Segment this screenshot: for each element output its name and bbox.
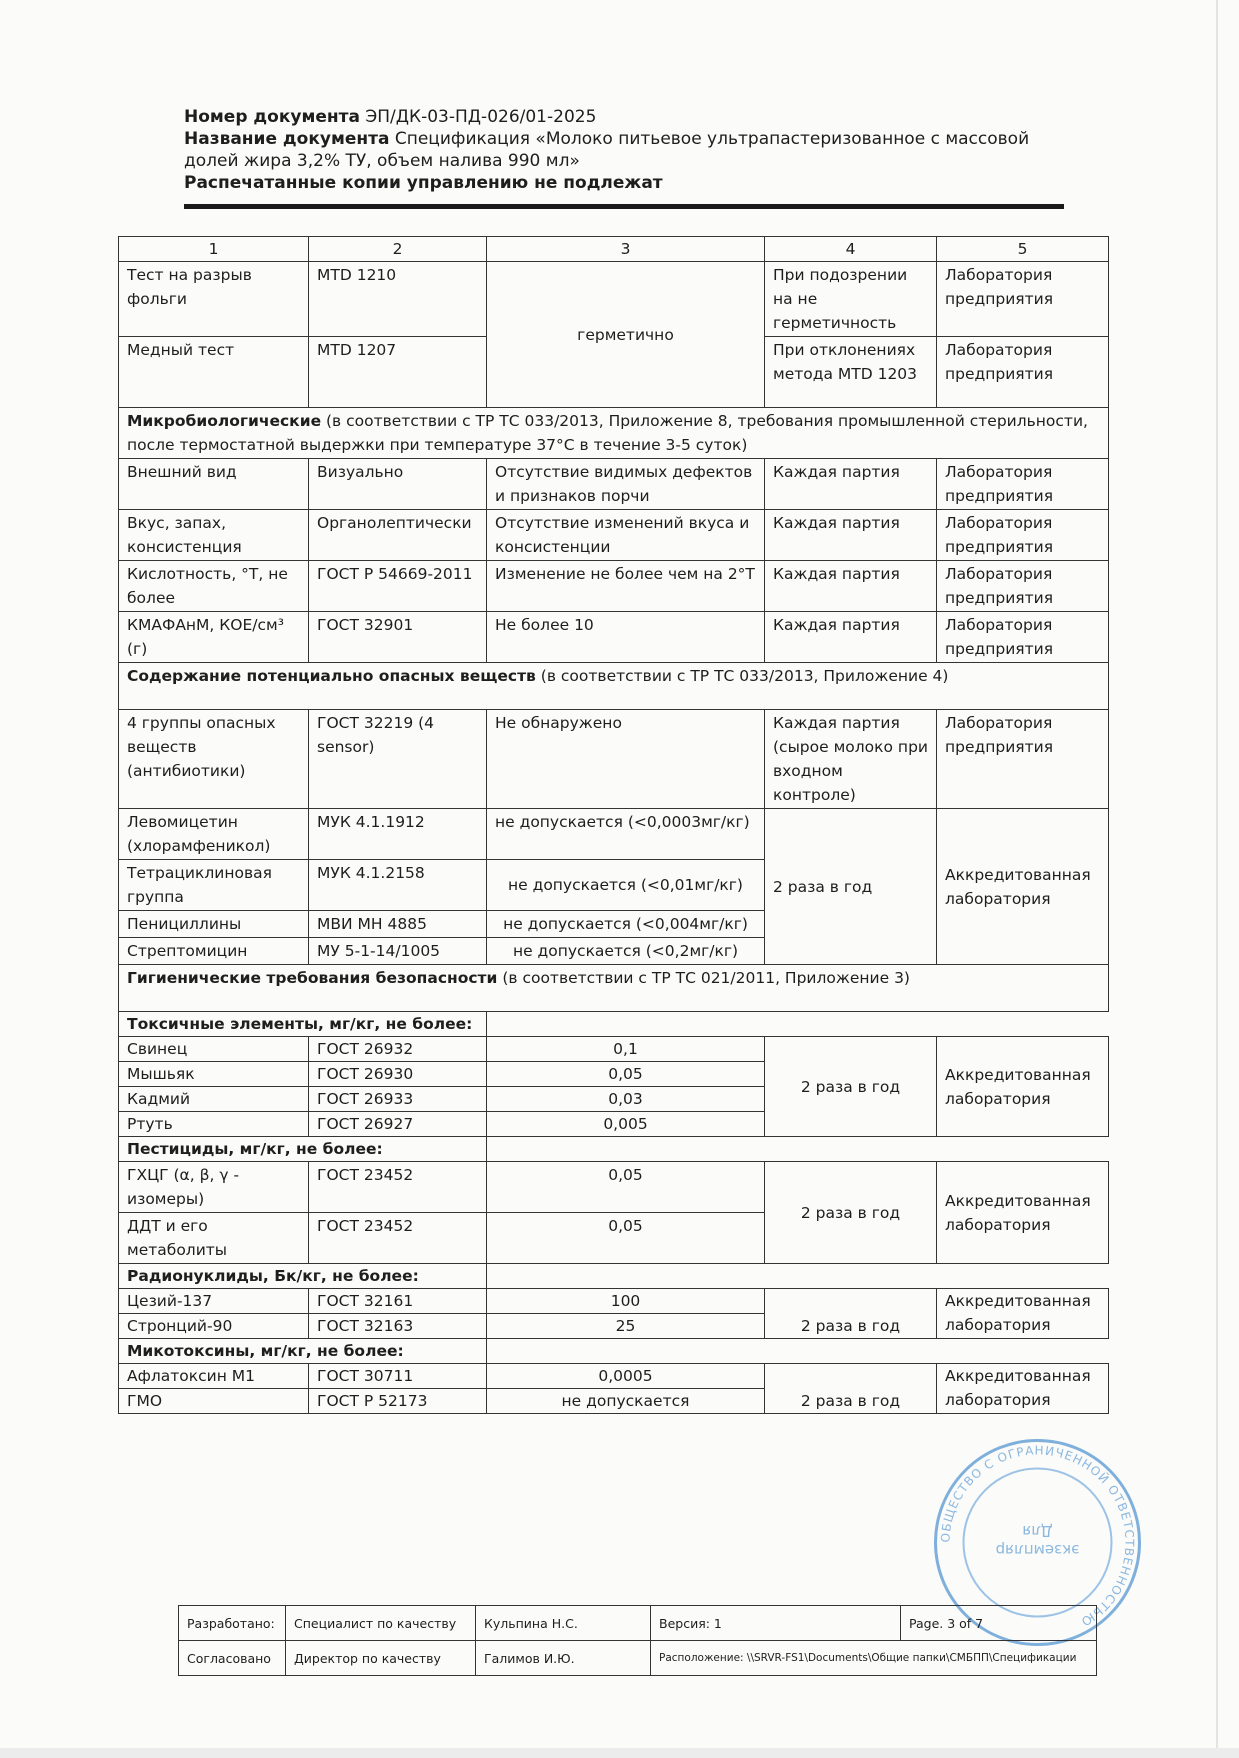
section-title: Гигиенические требования безопасности — [127, 969, 498, 987]
subsection-filler — [487, 1339, 1109, 1364]
lab-cell: Лаборатория предприятия — [937, 710, 1109, 809]
method-cell: ГОСТ 23452 — [309, 1213, 487, 1264]
norm-cell: 0,1 — [487, 1037, 765, 1062]
method-cell: Визуально — [309, 459, 487, 510]
specification-table — [118, 236, 1109, 1414]
section-note: (в соответствии с ТР ТС 033/2013, Приложение 8, требования промышленной стерильности, после термостатной выдержки при температуре 37°С в течение 3-5 суток) — [127, 412, 1088, 454]
table-row — [119, 561, 1109, 612]
footer-row — [179, 1606, 1097, 1641]
section-row — [119, 408, 1109, 459]
lab-cell: Лаборатория предприятия — [937, 612, 1109, 663]
norm-cell: 25 — [487, 1314, 765, 1339]
subsection-title: Микотоксины, мг/кг, не более: — [119, 1339, 487, 1364]
lab-cell: Аккредитованная лаборатория — [937, 1037, 1109, 1137]
table-row — [119, 1037, 1109, 1062]
norm-cell: не допускается — [487, 1389, 765, 1414]
method-cell: MTD 1210 — [309, 262, 487, 337]
column-number: 1 — [119, 237, 309, 262]
lab-cell: Лаборатория предприятия — [937, 510, 1109, 561]
table-row — [119, 612, 1109, 663]
section-row — [119, 965, 1109, 1012]
subsection-row — [119, 1264, 1109, 1289]
method-cell: ГОСТ 23452 — [309, 1162, 487, 1213]
document-header — [184, 106, 1064, 194]
table-row — [119, 510, 1109, 561]
doc-name-value-2: долей жира 3,2% ТУ, объем налива 990 мл» — [184, 151, 580, 171]
doc-name-value-1: Спецификация «Молоко питьевое ультрапастеризованное с массовой — [394, 129, 1030, 149]
indicator-cell: Кадмий — [119, 1087, 309, 1112]
indicator-cell: Вкус, запах, консистенция — [119, 510, 309, 561]
indicator-cell: 4 группы опасных веществ (антибиотики) — [119, 710, 309, 809]
frequency-cell: 2 раза в год — [765, 1162, 937, 1264]
doc-number-label: Номер документа — [184, 107, 360, 127]
norm-cell: 0,05 — [487, 1062, 765, 1087]
section-note: (в соответствии с ТР ТС 033/2013, Приложение 4) — [535, 667, 949, 685]
table-row — [119, 459, 1109, 510]
table-row — [119, 1162, 1109, 1213]
norm-cell: не допускается (<0,2мг/кг) — [487, 938, 765, 965]
norm-cell: Отсутствие видимых дефектов и признаков порчи — [487, 459, 765, 510]
column-number: 4 — [765, 237, 937, 262]
indicator-cell: КМАФАнМ, КОЕ/см³ (г) — [119, 612, 309, 663]
subsection-row — [119, 1012, 1109, 1037]
footer-row — [179, 1641, 1097, 1676]
frequency-cell: 2 раза в год — [765, 1289, 937, 1339]
norm-cell: 0,03 — [487, 1087, 765, 1112]
lab-cell: Аккредитованная лаборатория — [937, 809, 1109, 965]
lab-cell: Аккредитованная лаборатория — [937, 1364, 1109, 1414]
frequency-cell: Каждая партия — [765, 561, 937, 612]
indicator-cell: Медный тест — [119, 337, 309, 408]
method-cell: MTD 1207 — [309, 337, 487, 408]
norm-cell: не допускается (<0,004мг/кг) — [487, 911, 765, 938]
doc-number-line — [184, 106, 1064, 128]
header-rule — [184, 204, 1064, 209]
method-cell: Органолептически — [309, 510, 487, 561]
frequency-cell: Каждая партия — [765, 510, 937, 561]
frequency-cell: При подозрении на не герметичность — [765, 262, 937, 337]
norm-cell: Отсутствие изменений вкуса и консистенции — [487, 510, 765, 561]
developed-name: Кульпина Н.С. — [476, 1606, 651, 1641]
indicator-cell: ГМО — [119, 1389, 309, 1414]
indicator-cell: Тест на разрыв фольги — [119, 262, 309, 337]
stamp-center-text-1: экземпляр — [995, 1541, 1080, 1559]
method-cell: ГОСТ 26927 — [309, 1112, 487, 1137]
indicator-cell: Свинец — [119, 1037, 309, 1062]
table-row — [119, 1364, 1109, 1389]
subsection-title: Токсичные элементы, мг/кг, не более: — [119, 1012, 487, 1037]
indicator-cell: Пенициллины — [119, 911, 309, 938]
indicator-cell: Стрептомицин — [119, 938, 309, 965]
method-cell: ГОСТ 32219 (4 sensor) — [309, 710, 487, 809]
norm-cell: Не более 10 — [487, 612, 765, 663]
method-cell: ГОСТ 26930 — [309, 1062, 487, 1087]
method-cell: ГОСТ Р 54669-2011 — [309, 561, 487, 612]
frequency-cell: Каждая партия — [765, 459, 937, 510]
indicator-cell: ДДТ и его метаболиты — [119, 1213, 309, 1264]
developed-label: Разработано: — [179, 1606, 286, 1641]
section-title: Содержание потенциально опасных веществ — [127, 667, 536, 685]
approved-label: Согласовано — [179, 1641, 286, 1676]
lab-cell: Лаборатория предприятия — [937, 262, 1109, 337]
approved-name: Галимов И.Ю. — [476, 1641, 651, 1676]
norm-cell: 0,05 — [487, 1162, 765, 1213]
version-cell: Версия: 1 — [651, 1606, 901, 1641]
subsection-filler — [487, 1137, 1109, 1162]
print-notice: Распечатанные копии управлению не подлежат — [184, 173, 663, 193]
lab-cell: Лаборатория предприятия — [937, 561, 1109, 612]
subsection-title: Пестициды, мг/кг, не более: — [119, 1137, 487, 1162]
method-cell: ГОСТ 26933 — [309, 1087, 487, 1112]
method-cell: ГОСТ 26932 — [309, 1037, 487, 1062]
lab-cell: Аккредитованная лаборатория — [937, 1289, 1109, 1339]
frequency-cell: 2 раза в год — [765, 809, 937, 965]
page-number: Page. 3 of 7 — [901, 1606, 1097, 1641]
file-location: Расположение: \\SRVR-FS1\Documents\Общие папки\СМБПП\Спецификации — [651, 1641, 1097, 1676]
method-cell: ГОСТ 32163 — [309, 1314, 487, 1339]
subsection-filler — [487, 1012, 1109, 1037]
method-cell: ГОСТ 32901 — [309, 612, 487, 663]
subsection-filler — [487, 1264, 1109, 1289]
indicator-cell: Тетрациклиновая группа — [119, 860, 309, 911]
norm-cell: 100 — [487, 1289, 765, 1314]
table-row — [119, 710, 1109, 809]
section-row — [119, 663, 1109, 710]
norm-cell: герметично — [487, 262, 765, 408]
column-number: 5 — [937, 237, 1109, 262]
norm-cell: Изменение не более чем на 2°Т — [487, 561, 765, 612]
page-edge — [1216, 0, 1218, 1758]
section-heading — [119, 663, 1109, 710]
indicator-cell: Стронций-90 — [119, 1314, 309, 1339]
method-cell: МУ 5-1-14/1005 — [309, 938, 487, 965]
table-row — [119, 809, 1109, 860]
method-cell: ГОСТ 32161 — [309, 1289, 487, 1314]
doc-name-line — [184, 128, 1064, 150]
method-cell: МУК 4.1.2158 — [309, 860, 487, 911]
lab-cell: Аккредитованная лаборатория — [937, 1162, 1109, 1264]
norm-cell: 0,05 — [487, 1213, 765, 1264]
norm-cell: 0,0005 — [487, 1364, 765, 1389]
frequency-cell: 2 раза в год — [765, 1364, 937, 1414]
frequency-cell: Каждая партия (сырое молоко при входном контроле) — [765, 710, 937, 809]
column-number: 2 — [309, 237, 487, 262]
approval-footer — [178, 1605, 1097, 1676]
indicator-cell: ГХЦГ (α, β, γ - изомеры) — [119, 1162, 309, 1213]
table-row — [119, 262, 1109, 337]
section-title: Микробиологические — [127, 412, 322, 430]
column-number: 3 — [487, 237, 765, 262]
indicator-cell: Внешний вид — [119, 459, 309, 510]
section-note: (в соответствии с ТР ТС 021/2011, Приложение 3) — [497, 969, 910, 987]
method-cell: ГОСТ Р 52173 — [309, 1389, 487, 1414]
subsection-row — [119, 1339, 1109, 1364]
developed-role: Специалист по качеству — [286, 1606, 476, 1641]
stamp-ring-text: ОБЩЕСТВО С ОГРАНИЧЕННОЙ ОТВЕТСТВЕННОСТЬЮ — [938, 1443, 1137, 1630]
lab-cell: Лаборатория предприятия — [937, 337, 1109, 408]
norm-cell: не допускается (<0,0003мг/кг) — [487, 809, 765, 860]
indicator-cell: Левомицетин (хлорамфеникол) — [119, 809, 309, 860]
page-bottom-edge — [0, 1748, 1239, 1758]
subsection-title: Радионуклиды, Бк/кг, не более: — [119, 1264, 487, 1289]
subsection-row — [119, 1137, 1109, 1162]
norm-cell: 0,005 — [487, 1112, 765, 1137]
indicator-cell: Ртуть — [119, 1112, 309, 1137]
method-cell: МУК 4.1.1912 — [309, 809, 487, 860]
lab-cell: Лаборатория предприятия — [937, 459, 1109, 510]
method-cell: МВИ МН 4885 — [309, 911, 487, 938]
frequency-cell: Каждая партия — [765, 612, 937, 663]
indicator-cell: Афлатоксин М1 — [119, 1364, 309, 1389]
indicator-cell: Цезий-137 — [119, 1289, 309, 1314]
section-heading — [119, 408, 1109, 459]
table-row — [119, 1289, 1109, 1314]
method-cell: ГОСТ 30711 — [309, 1364, 487, 1389]
approved-role: Директор по качеству — [286, 1641, 476, 1676]
frequency-cell: При отклонениях метода MTD 1203 — [765, 337, 937, 408]
indicator-cell: Мышьяк — [119, 1062, 309, 1087]
norm-cell: не допускается (<0,01мг/кг) — [487, 860, 765, 911]
doc-name-label: Название документа — [184, 129, 390, 149]
doc-number-value: ЭП/ДК-03-ПД-026/01-2025 — [365, 107, 597, 127]
section-heading — [119, 965, 1109, 1012]
column-numbers-row — [119, 237, 1109, 262]
norm-cell: Не обнаружено — [487, 710, 765, 809]
indicator-cell: Кислотность, °Т, не более — [119, 561, 309, 612]
frequency-cell: 2 раза в год — [765, 1037, 937, 1137]
stamp-center-text-2: Для — [1022, 1522, 1053, 1540]
